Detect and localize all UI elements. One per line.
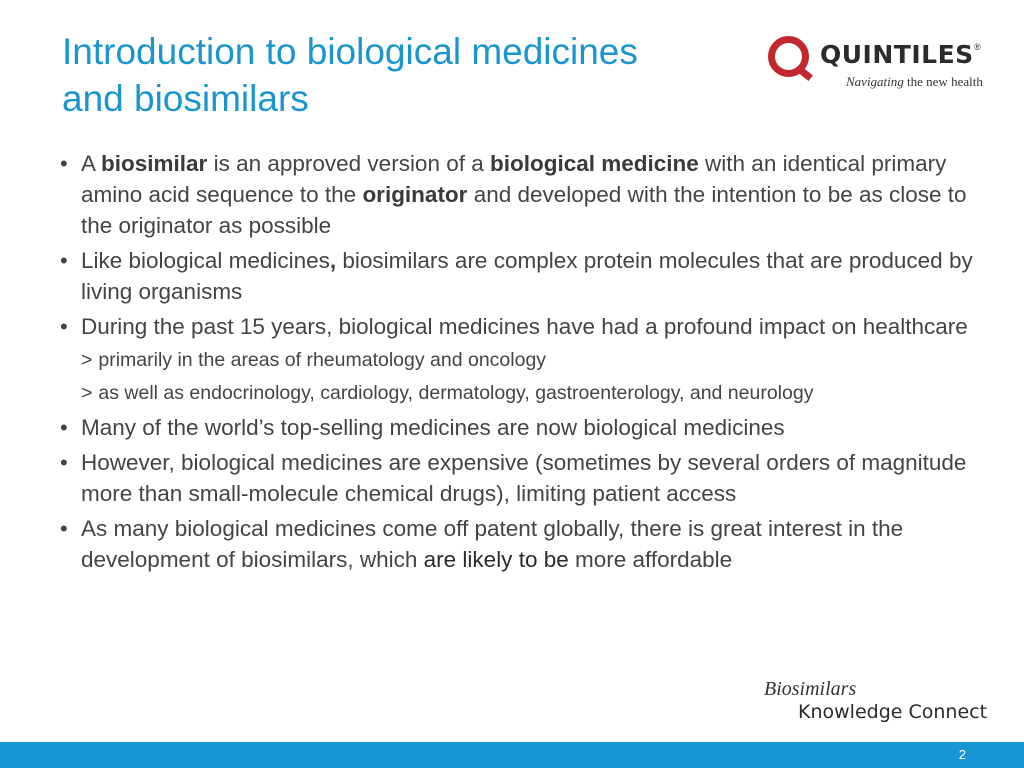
bullet-dot-icon: • [60, 314, 68, 339]
bullet-text: with an identical primary amino acid sequence to the [81, 151, 947, 207]
bullet-dot-icon: • [60, 248, 68, 273]
sub-bullet-rheumatology [60, 346, 980, 374]
logo-registered-mark: ® [974, 42, 981, 52]
bullet-bold-term: originator [362, 182, 468, 207]
logo-tagline-rest: the new health [903, 74, 983, 89]
bullet-list [60, 148, 980, 579]
bullet-healthcare-impact [60, 311, 980, 342]
bullet-text: A [81, 151, 102, 176]
bullet-text: As many biological medicines come off patent globally, there is great interest in the development of biosimilars, which [81, 516, 904, 572]
bullet-expensive [60, 447, 980, 509]
bullet-text: is an approved version of a [207, 151, 490, 176]
footer-brand-line-1: Biosimilars [764, 678, 857, 700]
biosimilars-knowledge-connect-logo [764, 678, 987, 724]
bullet-bold-term: biosimilar [101, 151, 208, 176]
page-number: 2 [958, 747, 966, 762]
bullet-dot-icon: • [60, 151, 68, 176]
bullet-bold-term: biological medicine [490, 151, 699, 176]
sub-bullet-text: primarily in the areas of rheumatology and oncology [98, 349, 547, 371]
quintiles-ring-icon [768, 36, 809, 77]
sub-bullet-text: as well as endocrinology, cardiology, dermatology, gastroenterology, and neurology [98, 382, 814, 404]
slide-title-line-1: Introduction to biological medicines [62, 31, 638, 72]
bullet-text: During the past 15 years, biological medicines have had a profound impact on healthcare [81, 314, 968, 339]
logo-tagline [846, 74, 983, 90]
footer-bar [0, 742, 1024, 768]
bullet-text: biosimilars are complex protein molecules that are produced by living organisms [81, 248, 973, 304]
bullet-dot-icon: • [60, 516, 68, 541]
bullet-text: more affordable [568, 547, 733, 572]
logo-wordmark: QUINTILES [820, 40, 974, 69]
bullet-bold-comma: , [329, 248, 337, 273]
logo-tagline-italic: Navigating [846, 74, 904, 89]
bullet-dot-icon: • [60, 415, 68, 440]
bullet-text: However, biological medicines are expensive (sometimes by several orders of magnitude more than small-molecule chemical drugs), limiting patient access [81, 450, 967, 506]
bullet-text: Like biological medicines [81, 248, 330, 273]
bullet-text: and developed with the intention to be as close to the originator as possible [81, 182, 967, 238]
bullet-biosimilar-definition [60, 148, 980, 241]
sub-bullet-marker: > [81, 382, 93, 404]
bullet-emphasis-text: are likely to be [423, 547, 569, 572]
bullet-top-selling [60, 412, 980, 443]
sub-bullet-marker: > [81, 349, 93, 371]
bullet-off-patent [60, 513, 980, 575]
bullet-complex-proteins [60, 245, 980, 307]
quintiles-logo [768, 36, 1008, 96]
bullet-dot-icon: • [60, 450, 68, 475]
slide-title [62, 28, 742, 122]
sub-bullet-endocrinology [60, 379, 980, 407]
footer-brand-line-2: Knowledge Connect [798, 701, 988, 723]
slide-title-line-2: and biosimilars [62, 78, 309, 119]
bullet-text: Many of the world’s top-selling medicines are now biological medicines [81, 415, 785, 440]
